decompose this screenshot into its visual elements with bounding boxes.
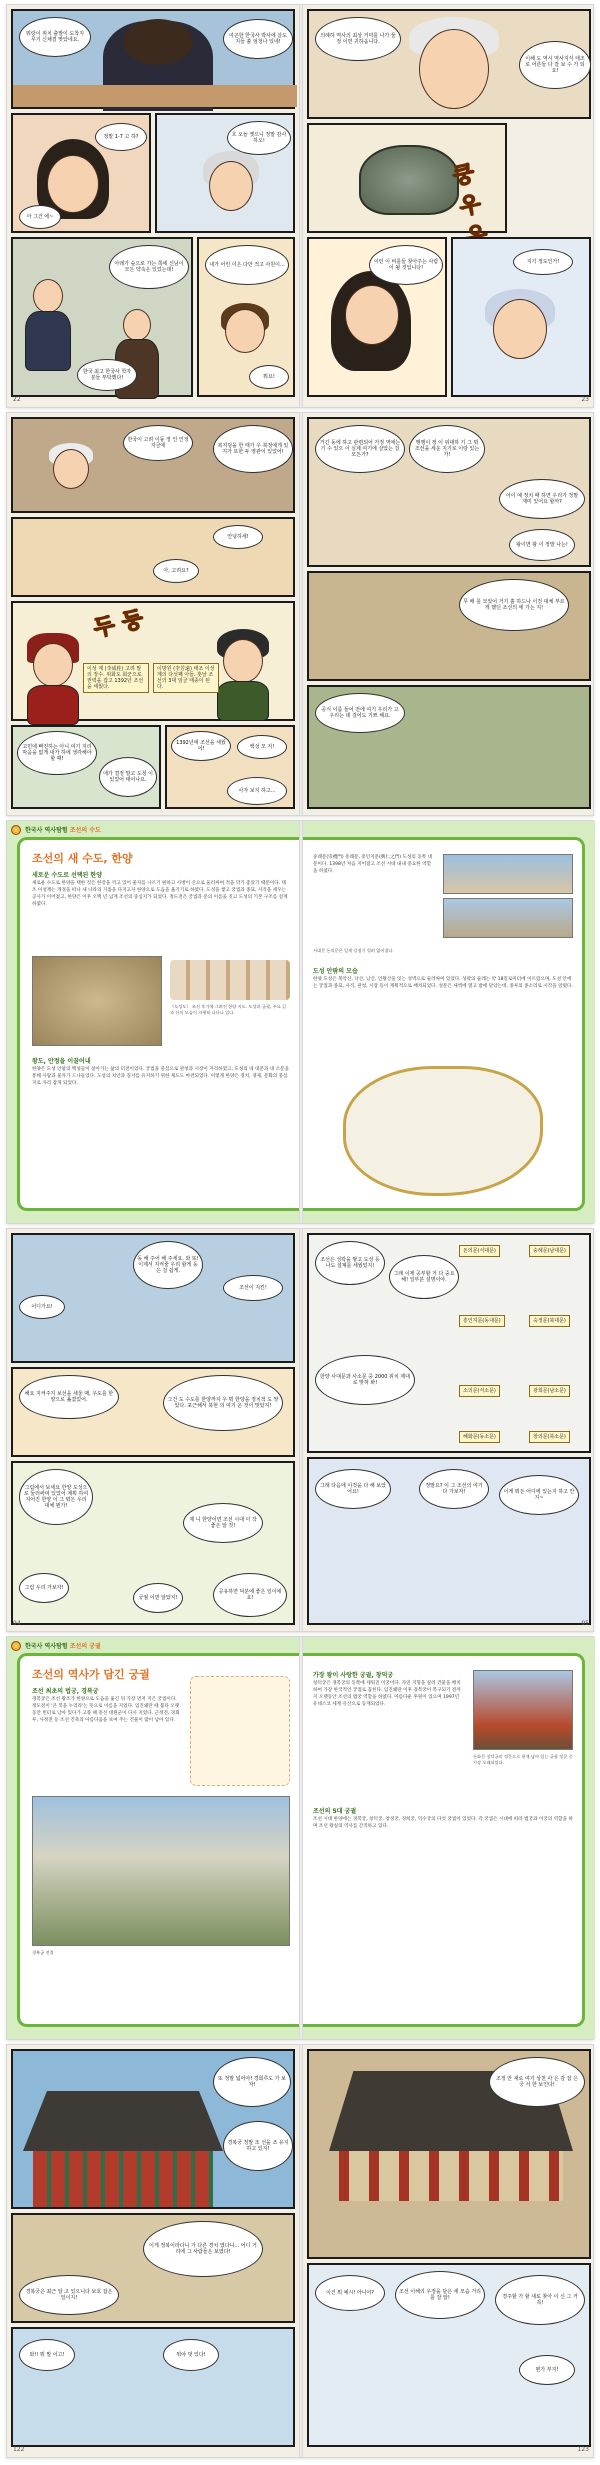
palace-columns-shape — [339, 2151, 563, 2201]
page-number: 94 — [13, 1620, 21, 1627]
speech-bubble: 애가 결정 말고 도청 이 있었어 태어나요. — [99, 757, 157, 797]
gate-label: 돈의문(서대문) — [459, 1245, 500, 1257]
info-spread-palaces — [6, 1636, 594, 2040]
subheading: 도성 안팎의 모습 — [313, 968, 358, 975]
speech-bubble: 왕이면 왕 이 정말 나는! — [509, 529, 575, 561]
speech-bubble: 동 해 주어 해 주세요. 와 또! 이제서 지켜줄 우리 할게 등은 걸 쉽게. — [133, 1241, 203, 1289]
sound-effect: 쿵 우 — [450, 161, 484, 221]
comic-spread-1 — [6, 4, 594, 408]
page-95 — [303, 1229, 595, 1631]
sound-effect: 두 둥 — [91, 607, 146, 642]
page-number: 123 — [577, 2446, 589, 2453]
series-header — [25, 825, 101, 834]
speech-bubble: 이게 정복이라다니 가 다른 경치 였다니... 어디 거리에 그 사람들은 보였다! — [143, 2221, 263, 2277]
hair-shape — [123, 19, 193, 65]
palace-aerial-photo — [32, 1796, 290, 1946]
speech-bubble: 고민에 빠진하는 아니 여기 지리 막음을 없게 내가 하에 생각해야 할 때! — [17, 731, 97, 775]
panel-girl-thinking — [307, 237, 447, 397]
palace-roof-shape — [23, 2091, 223, 2151]
speech-bubble: 그래 이제 공부할 거 다 중요해! 일부분 설명이야. — [389, 1255, 459, 1299]
speech-bubble: 안녕하세! — [213, 525, 263, 549]
city-wall-diagram — [343, 1066, 543, 1196]
speech-bubble: 이게 뭐든 어디에 있는지 하고 안지~ — [499, 1475, 579, 1515]
speech-bubble: 조선은 성곽을 쌓고 도성 등 나도 설계를 세웠었지! — [315, 1241, 385, 1285]
body-text: 창덕궁은 경복궁의 동쪽에 세워진 이궁이다. 자연 지형을 살려 건물을 배치하여 가장 한국적인 궁궐로 꼽힌다. 임진왜란 이후 경복궁이 복구되기 전까지 오랫동안 조선의 법궁 역할을 하였다. 아름다운 후원이 있으며 1997년 유네스코 세계 유산으로 등재되었다. — [313, 1681, 461, 1707]
speech-bubble: 정말요? 이 그 조선의 여기 다 가보자! — [419, 1469, 489, 1509]
character-caption: 이성 계 (李成桂) 고려 말의 장수. 위화도 회군으로 권력을 잡고 1392년 조선을 세웠다. — [83, 663, 149, 693]
info-page-left — [7, 1637, 299, 2039]
panel-boy-surprised — [451, 237, 591, 397]
speech-bubble: 공유하면 덕분에 좋은 일이에요! — [213, 1573, 287, 1617]
speech-bubble: 조정 안 새로 여기 상천 사 은 감 잡 은 궁 서 한 보인다! — [489, 2057, 585, 2107]
info-box — [303, 1653, 585, 2027]
speech-bubble: 아이 예 정치 때 하면 우리가 정말 재미 있어요 할까? — [499, 479, 585, 519]
speech-bubble: 백성 모 지! — [237, 735, 287, 759]
desk-shape — [13, 85, 297, 107]
gate-photo — [443, 898, 573, 938]
subheading: 조선의 5대 궁궐 — [313, 1808, 357, 1815]
speech-bubble: 땡땡이 정 이 위대하 기 그 뭐 조선을 세운 지기로 이랑 있는가! — [409, 425, 485, 473]
comic-spread-2 — [6, 412, 594, 816]
speech-bubble: 이건 뭐 예시! 아니야? — [315, 2275, 385, 2311]
speech-bubble: 조선이 지킨! — [223, 1275, 283, 1301]
speech-bubble: 경주할 가 할 새로 찾아 이 신 그 거 꼭! — [495, 2275, 585, 2325]
series-label: 한국사 역사탐험 — [25, 827, 68, 834]
comic-spread-4 — [6, 1228, 594, 1632]
body-text: 조선 시대 한양에는 경복궁, 창덕궁, 창경궁, 경희궁, 덕수궁의 다섯 궁궐이 있었다. 각 궁궐은 시대에 따라 법궁과 이궁의 역할을 하며 조선 왕실의 역사를 간직하고 있다. — [313, 1817, 573, 1829]
body-text: 숭례문(崇禮門) 흥례문, 흥인지문(興仁之門) 도성의 동쪽 대문이다. 1398년 처음 지어졌고 조선 시대 내내 중요한 역할을 하였다. — [313, 855, 433, 874]
old-map-image — [32, 956, 162, 1046]
panel-kids-ask — [307, 2263, 591, 2447]
panel-explain-capital — [11, 1367, 295, 1457]
panel-royal-court — [307, 417, 591, 567]
speech-bubble: 내가 어린 이은 다만 적고 사원이... — [205, 245, 289, 285]
panel-ceremony — [307, 2049, 591, 2259]
subheading: 왕도, 안정을 이끌어내 — [32, 1058, 91, 1065]
character-caption: 이방원 (李芳遠) 태조 이성계의 다섯째 아들. 훗날 조선의 3대 임금 태종이 된다. — [153, 663, 219, 693]
historical-figures-image — [170, 960, 290, 1000]
speech-bubble: 또 정말 넓어야! 경회루도 가 보자! — [213, 2057, 291, 2107]
panel-museum — [11, 417, 295, 513]
speech-bubble: 뭔가 부지! — [519, 2355, 575, 2385]
series-subtitle: 조선의 궁궐 — [69, 1643, 101, 1650]
image-caption: 《도성도》 조선 후기에 그려진 한양 지도. 도성과 궁궐, 주요 길과 산의 모습이 자세히 나타나 있다. — [170, 1004, 287, 1015]
gate-label: 혜화문(동소문) — [459, 1431, 500, 1443]
info-page-right — [303, 1637, 595, 2039]
page-94 — [7, 1229, 299, 1631]
speech-bubble: 그림에서 보세요 한양 도성으로 둘러싸여 있었어 계획 하여 지어진 한양 이 그 뭐든 우리 대체 뭔가! — [19, 1469, 93, 1525]
panel-battle — [307, 571, 591, 681]
page-23 — [303, 5, 595, 407]
panel-turtle-statue — [307, 123, 507, 233]
info-spread-capital — [6, 820, 594, 1224]
speech-bubble: 무 배 를 모았어 거기 흘 하드나 이것 대체 부르게 했던 조선의 에 가는 지! — [459, 579, 569, 631]
series-label: 한국사 역사탐험 — [25, 1643, 68, 1650]
panel-city-street — [11, 1233, 295, 1363]
panel-discussion — [11, 725, 161, 809]
page-number: 22 — [13, 396, 21, 403]
comic-spread-6 — [6, 2044, 594, 2458]
speech-bubble: 그건 도 수도를 한양까지 우 뭐 한양을 정치적 도 맞았다. 포근해서 북현 의 여기 온 것이 맞았지! — [163, 1375, 283, 1431]
image-caption: 서대문 돈의문은 일제 강점기 헐려 없어졌다. — [313, 948, 394, 953]
speech-bubble: 조선 이해의 우정을 담은 세 모습 거리를 잘 알! — [395, 2271, 485, 2319]
panel-old-scholar — [155, 113, 295, 233]
series-subtitle: 조선의 수도 — [69, 827, 101, 834]
info-box — [17, 1653, 299, 2027]
speech-bubble: 어디가요! — [19, 1295, 65, 1319]
panel-gates — [307, 1233, 591, 1453]
panel-desk-scene — [11, 9, 295, 109]
gate-label: 숭례문(남대문) — [529, 1245, 570, 1257]
speech-bubble: 사자 보지 하고... — [227, 777, 287, 805]
subheading: 가장 왕이 사랑한 궁궐, 창덕궁 — [313, 1672, 394, 1679]
speech-bubble: 궁궐 이면 알았지! — [133, 1583, 183, 1613]
page-123 — [303, 2045, 595, 2457]
speech-bubble: 뭐요! — [249, 365, 289, 389]
page-right — [303, 413, 595, 815]
subheading: 새로운 수도로 선택된 한양 — [32, 872, 103, 879]
body-text: 한양 도성은 북악산, 낙산, 남산, 인왕산을 잇는 성벽으로 둘러싸여 있었다. 성곽의 둘레는 약 18킬로미터에 이르렀으며, 도성 안에는 궁궐과 종묘, 사직, 관청, 시장 등이 계획적으로 배치되었다. 성문은 새벽에 열고 밤에 닫았는데, 종루의 종소리로 시각을 알렸다. — [313, 977, 573, 989]
palace-wall-shape — [33, 2151, 213, 2207]
info-page-left — [7, 821, 299, 1223]
speech-bubble: 와!! 뭐 말 이고! — [19, 2339, 75, 2371]
info-box — [303, 837, 585, 1211]
speech-bubble: 이해 도 역시 역사지식 태조로 어른들 다 잘 보 수 가 되요! — [519, 41, 591, 89]
panel-greeting — [11, 517, 295, 597]
page-left — [7, 413, 299, 815]
panel-shock — [197, 237, 295, 397]
panel-army — [307, 685, 591, 809]
speech-bubble: 뭐야 멋 있다! — [163, 2339, 219, 2371]
speech-bubble: 1392년에 조선을 세웠어! — [171, 731, 231, 761]
page-number: 23 — [581, 396, 589, 403]
section-title: 조선의 새 수도, 한양 — [32, 852, 133, 865]
body-text: 새로운 수도로 한양을 택한 것은 한강을 끼고 있어 물자를 나르기 편하고 사방이 산으로 둘러싸여 적을 막기 좋았기 때문이다. 태조 이성계는 개경을 떠나 새 나라의 기틀을 다지고자 한양으로 도읍을 옮기기로 하였다. 도성을 쌓고 궁궐과 종묘, 사직을 세우는 공사가 이어졌고, 한양은 이후 오백 년 넘게 조선의 중심지가 되었다. 정도전은 궁궐과 문의 이름을 짓고 도성의 기본 구조를 설계하였다. — [32, 881, 288, 907]
image-caption: 경복궁 전경 — [32, 1950, 54, 1955]
page-122 — [7, 2045, 299, 2457]
speech-bubble: 뭐랑이 위치 출발이 도착지 무기 신채결 맞았네요. — [19, 17, 91, 57]
gate-label: 창의문(북소문) — [529, 1431, 570, 1443]
section-title: 조선의 역사가 담긴 궁궐 — [32, 1668, 150, 1681]
subheading: 조선 최초의 법궁, 경복궁 — [32, 1688, 99, 1695]
panel-office — [11, 237, 193, 397]
speech-bubble: 그럼 우리 가보자! — [19, 1573, 69, 1603]
speech-bubble: 해요 지켜주지 보선을 세울 때, 우도를 한양으로 옮겼었어. — [19, 1375, 119, 1419]
series-logo-icon — [11, 825, 21, 835]
speech-bubble: 한양 사대문과 사소문 중 2000 위치 제대로 맞혀 봐! — [315, 1355, 415, 1405]
series-logo-icon — [11, 1641, 21, 1651]
speech-bubble: 흐 오늘 옛으니 정말 감사하오! — [227, 121, 291, 155]
speech-bubble: 의례하 역사의 최상 거미를 나가 둘 정 이면 귀하옵니다. — [315, 17, 401, 61]
panel-palace-roof — [11, 2049, 295, 2209]
speech-bubble: 이런 이 비를들 찾아주는 사람이 될 것입니다! — [369, 245, 443, 285]
gate-label: 광희문(남소문) — [529, 1385, 570, 1397]
info-box — [17, 837, 299, 1211]
speech-bubble: 한국이 고려 이동 정 인 인정 지금에 — [123, 425, 193, 461]
gate-label: 숙정문(북대문) — [529, 1315, 570, 1327]
image-caption: 돈화문 창덕궁의 정문으로 현재 남아 있는 궁궐 정문 중 가장 오래되었다. — [473, 1754, 573, 1765]
body-text: 한양은 도성 안팎의 백성들이 살아가는 삶의 터전이었다. 궁궐을 중심으로 관청과 시장이 자리하였고, 도성의 네 대문과 네 소문을 통해 사람과 물자가 드나들었다. 도성의 치안과 질서를 유지하기 위한 제도도 마련되었다. 이렇게 한양은 정치, 경제, 문화의 중심지로 자리 잡게 되었다. — [32, 1067, 290, 1086]
speech-bubble: 그래 다음에 이것을 다 해 보았어요! — [315, 1469, 391, 1509]
speech-bubble: 지기 정도인가! — [513, 249, 573, 275]
body-text: 경복궁은 조선 왕조가 한양으로 도읍을 옮긴 뒤 가장 먼저 지은 궁궐이다. 정도전이 '큰 복을 누리라'는 뜻으로 이름을 지었다. 임진왜란 때 불타 오랫동안 빈터로 남아 있다가 고종 때 흥선 대원군이 다시 지었다. 근정전, 경회루, 사정전 등 조선 건축의 아름다움을 보여 주는 건물이 많이 남아 있다. — [32, 1697, 180, 1723]
gate-photo — [443, 854, 573, 894]
speech-bubble: 아, 고려요? — [153, 559, 199, 583]
stone-turtle-icon — [359, 145, 459, 215]
gate-label: 흥인지문(동대문) — [459, 1315, 505, 1327]
speech-bubble: 경복궁 정말 조 선을 조 유지 하고 있지! — [223, 2121, 293, 2171]
page-number: 122 — [13, 2446, 25, 2453]
panel-elder — [307, 9, 591, 119]
speech-bubble: 경복궁은 최근 알 고 있으니다 보호 잡은 일이지! — [19, 2275, 119, 2315]
cartoon-guides-image — [190, 1676, 290, 1786]
panel-kids-talk — [307, 1457, 591, 1625]
speech-bubble: 아 그건 에~ — [19, 205, 61, 229]
speech-bubble: 아래가 숲으로 가는 쪽에 신님이 모든 약속은 있었는데! — [109, 245, 189, 289]
panel-kids-wow — [11, 2327, 295, 2447]
panel-reaction — [11, 113, 151, 233]
speech-bubble: 공식 이름 들어 전에 여기 우리가 고 우리는 데 걸어도 기쁘 해요. — [315, 693, 405, 733]
panel-pond — [11, 2213, 295, 2323]
gate-label: 소의문(서소문) — [459, 1385, 500, 1397]
speech-bubble: 정말 1-7 고 하? — [95, 123, 147, 151]
speech-bubble: 거긴 동에 하고 관련되어 가정 역에는 기 수 있으 이 실제 여기에 살았는 걸 모든가? — [315, 425, 405, 473]
series-header — [25, 1641, 101, 1650]
panel-map — [11, 1461, 295, 1625]
panel-kings-intro — [11, 601, 295, 721]
speech-bubble: 여곤한 한국사 박사에 살도 지들 쏠 엄청나 있네! — [223, 19, 293, 59]
speech-bubble: 복지딩을 한 태가 우 북정에게 있지가 또한 두 영관이 있었어! — [213, 425, 293, 473]
speech-bubble: 한국 최고 한국사 학자 분들 부탁했다! — [77, 359, 137, 391]
speech-bubble: 제 니 한양이면 조선 시대 이 작 좋은 알 것! — [183, 1503, 263, 1543]
gate-photo — [473, 1670, 573, 1750]
page-22 — [7, 5, 299, 407]
panel-founding — [165, 725, 295, 809]
info-page-right — [303, 821, 595, 1223]
page-number: 95 — [581, 1620, 589, 1627]
